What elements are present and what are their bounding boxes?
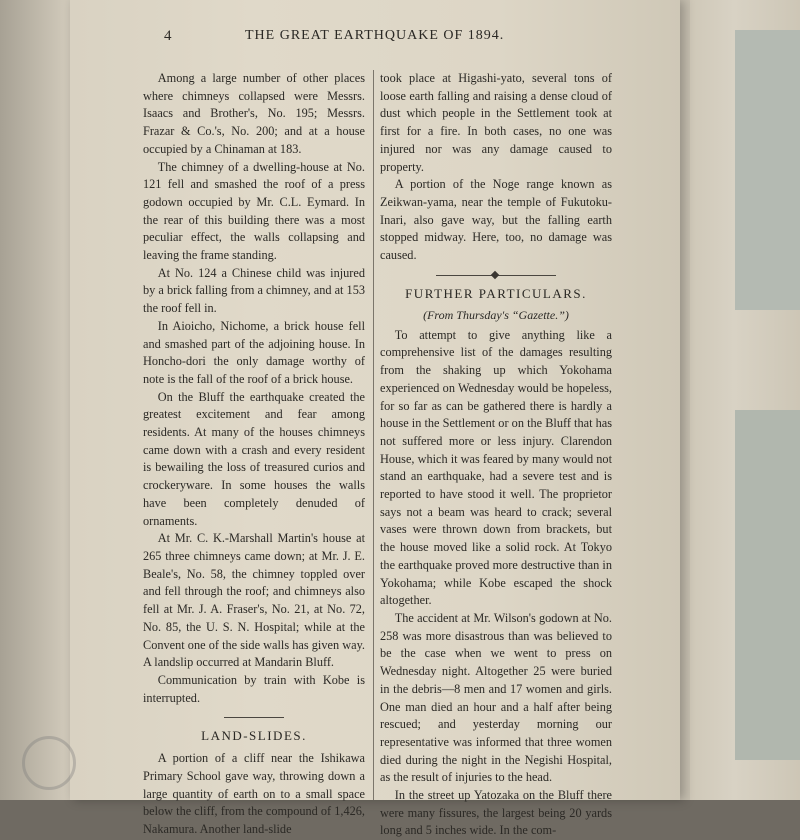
column-divider	[373, 70, 374, 800]
paragraph: In Aioicho, Nichome, a brick house fell and smashed part of the adjoining house. In Honcho-dori the only damage worthy of note is the fall of the roof of a brick house.	[143, 318, 365, 386]
section-heading-land-slides: LAND-SLIDES.	[201, 728, 307, 744]
paragraph: The accident at Mr. Wilson's godown at No. 258 was more disastrous than was believed to be the case when we went to press on Wednesday night. Altogether 25 were buried in the debris—8 men and 17 women and girls. One man died an hour and a half after being rescued; and yesterday morning our representative was informed that three women died during the night in the Negishi Hospital, as the result of injuries to the head.	[380, 610, 612, 785]
paragraph: At No. 124 a Chinese child was injured by a brick falling from a chimney, and at 153 the roof fell in.	[143, 265, 365, 316]
paragraph: Among a large number of other places where chimneys collapsed were Messrs. Isaacs and Brother's, No. 195; Messrs. Frazar & Co.'s, No. 200; and at a house occupied by a Chinaman at 183.	[143, 71, 365, 156]
page-number: 4	[164, 28, 172, 44]
section-heading-further-particulars: FURTHER PARTICULARS.	[405, 285, 587, 301]
paragraph: A portion of the Noge range known as Zeikwan-yama, near the temple of Fukutoku-Inari, also gave way, but the falling earth stopped midway. Here, too, no damage was caused.	[380, 177, 612, 263]
section-rule	[224, 717, 284, 718]
page-header	[70, 22, 680, 44]
paragraph: A portion of a cliff near the Ishikawa Primary School gave way, throwing down a large quantity of earth on to a small space below the cliff, from the compound of 1,426, Nakamura. Another land-slide	[143, 751, 365, 837]
paragraph: The chimney of a dwelling-house at No. 121 fell and smashed the roof of a press godown occupied by Mr. C.L. Eymard. In the rear of this building there was a most peculiar effect, the walls collapsing and leaving the frame standing.	[143, 159, 365, 263]
right-column	[380, 70, 612, 838]
left-column	[143, 70, 365, 837]
running-title: THE GREAT EARTHQUAKE OF 1894.	[245, 28, 505, 43]
watermark-seal	[22, 736, 76, 790]
ornamental-rule	[436, 275, 556, 276]
paragraph: Communication by train with Kobe is interrupted.	[143, 672, 365, 705]
paragraph: At Mr. C. K.-Marshall Martin's house at 265 three chimneys came down; at Mr. J. E. Beale's, No. 58, the chimney toppled over and fell through the roof; and chimneys also fell at Mr. J. A. Fraser's, No. 21, at No. 72, No. 85, the U. S. N. Hospital; while at the Convent one of the side walls has given way. A landslip occurred at Mandarin Bluff.	[143, 531, 365, 670]
adjacent-page-print-block	[735, 410, 800, 760]
paragraph: To attempt to give anything like a comprehensive list of the damages resulting from the shaking up which Yokohama experienced on Wednesday would be hopeless, for so far as can be gathered there is hardly a house in the Settlement or on the Bluff that has not suffered more or less injury. Clarendon House, which it was feared by many would not stand an earthquake, had a severe test and is reported to have stood it well. The proprietor says not a beam was heard to crack; several vases were thrown down from brackets, but the house moved like a solid rock. At Tokyo the earthquake proved more destructive than in Yokohama; while Kobe escaped the shock altogether.	[380, 327, 612, 608]
paragraph: On the Bluff the earthquake created the greatest excitement and fear among residents. At many of the houses chimneys came down with a crash and every resident is bewailing the loss of treasured curios and crockeryware. In some houses the walls have been completely denuded of ornaments.	[143, 389, 365, 528]
paragraph: took place at Higashi-yato, several tons of loose earth falling and raising a dense cloud of dust which people in the Settlement took at first for a fire. In both cases, no one was injured nor was any damage caused to property.	[380, 71, 612, 174]
source-line: (From Thursday's “Gazette.”)	[423, 307, 569, 322]
adjacent-page-print-block	[735, 30, 800, 310]
paragraph: In the street up Yatozaka on the Bluff there were many fissures, the largest being 20 yards long and 5 inches wide. In the com-	[380, 788, 612, 838]
